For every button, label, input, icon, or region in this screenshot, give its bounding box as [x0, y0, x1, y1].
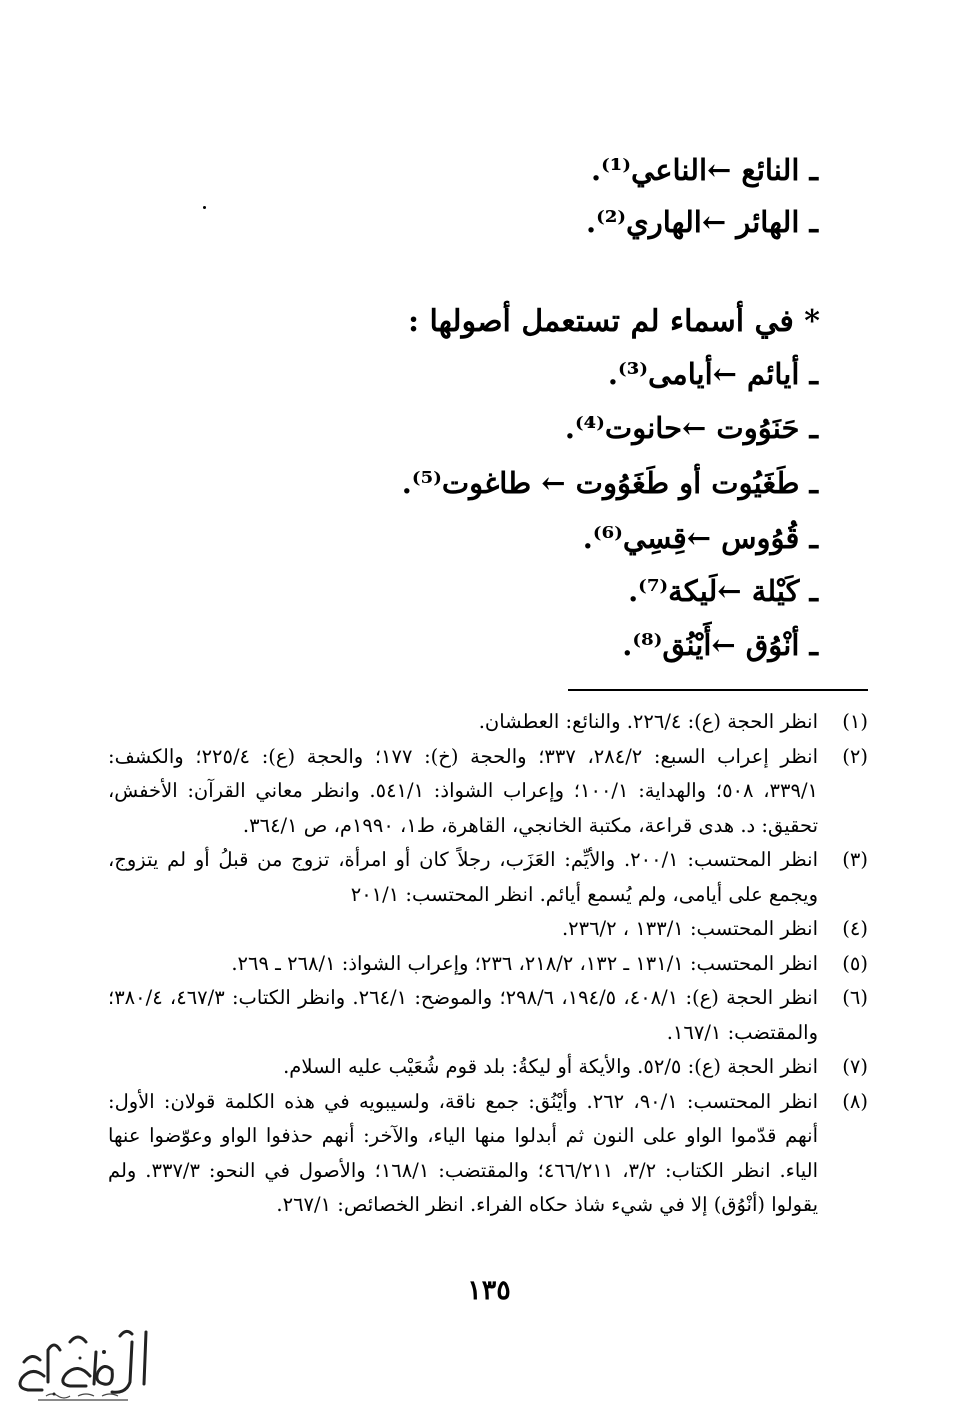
page-number: ١٣٥: [467, 1275, 511, 1306]
footnote-4: [108, 912, 868, 947]
footnote-divider: [568, 689, 868, 691]
entry-line-8: ـ أنْوُق ←أَيْنُق⁽⁸⁾.: [622, 628, 818, 662]
footnote-6: [108, 981, 868, 1050]
footnote-number: (٨): [842, 1089, 868, 1113]
footnote-number: (٧): [842, 1055, 868, 1078]
entry-line-5: ـ طَغَيُوت أو طَغَوُوت ← طاغوت⁽⁵⁾.: [401, 466, 818, 500]
section-heading: * في أسماء لم تستعمل أصولها :: [407, 304, 820, 339]
entry-line-7: ـ كَيْلة ←لَيكة⁽⁷⁾.: [628, 574, 818, 608]
footnote-2: [108, 740, 868, 844]
footnote-text: انظر الحجة (ع): ٢٢٦/٤. والنائع: العطشان.: [478, 710, 818, 733]
footnote-text: انظر المحتسب: ١٣١/١ ـ ١٣٢، ٢١٨/٢، ٢٣٦؛ وإعراب الشواذ: ٢٦٨/١ ـ ٢٦٩.: [231, 951, 818, 975]
footnote-7: [108, 1050, 868, 1085]
footnote-number: (٦): [842, 986, 868, 1009]
footnote-number: (٤): [842, 917, 868, 940]
scan-speck: [203, 206, 206, 209]
footnote-text: انظر الحجة (ع): ٤٠٨/١، ١٩٤/٥، ٢٩٨/٦؛ والموضح: ٢٦٤/١. وانظر الكتاب: ٤٦٧/٣، ٣٨٠/٤؛ والمقتضب: ١٦٧/١.: [108, 986, 818, 1044]
footnote-1: [108, 705, 868, 740]
entry-line-2: ـ الهائر ←الهاري⁽²⁾.: [585, 205, 818, 239]
footnote-3: [108, 843, 868, 912]
entry-line-4: ـ حَنَوُوت ←حانوت⁽⁴⁾.: [564, 411, 818, 445]
footnote-number: (٣): [842, 848, 868, 871]
footnote-5: [108, 947, 868, 982]
footnote-text: انظر المحتسب: ٩٠/١، ٢٦٢. وأيْنُق: جمع ناقة، ولسيبويه في هذه الكلمة قولان: الأول: أنهم قدّموا الواو على النون ثم أبدلوا منها الياء، والآخر: أنهم حذفوا الواو وعوّضوا عنها الياء. انظر الكتاب: ٣/٢، ٤٦٦/٢١١؛ والمقتضب: ١٦٨/١؛ والأصول في النحو: ٣٣٧/٣. ولم يقولوا (أنْوُق) إلا في شيء شاذ حكاه الفراء. انظر الخصائص: ٢٦٧/١.: [108, 1089, 818, 1216]
entry-line-3: ـ أيائم ←أيامى⁽³⁾.: [607, 357, 818, 391]
footnote-text: انظر المحتسب: ١٣٣/١ ، ٢٣٦/٢.: [561, 917, 818, 940]
footnote-number: (١): [842, 710, 868, 733]
footnotes: [108, 705, 868, 1223]
footnote-8: [108, 1085, 868, 1223]
footnote-text: انظر المحتسب: ٢٠٠/١. والأيِّم: العَزَب، رجلاً كان أو امرأة، تزوج من قبلُ أو لم يتزوج، ويجمع على أيامى، ولم يُسمع أيائم. انظر المحتسب: ٢٠١/١: [108, 848, 818, 906]
footnote-number: (٢): [842, 744, 868, 768]
entry-line-1: ـ النائع ←الناعي⁽¹⁾.: [590, 153, 818, 187]
calligraphy-stamp-logo: [8, 1322, 158, 1407]
footnote-text: انظر إعراب السبع: ٢٨٤/٢، ٣٣٧؛ والحجة (خ): ١٧٧؛ والحجة (ع): ٢٢٥/٤؛ والكشف: ٣٣٩/١، ٥٠٨؛ والهداية: ١٠٠/١؛ وإعراب الشواذ: ٥٤١/١. وانظر معاني القرآن: الأخفش، تحقيق: د. هدى قراعة، مكتبة الخانجي، القاهرة، ط١، ١٩٩٠م، ص ٣٦٤/١.: [108, 744, 818, 837]
footnote-number: (٥): [842, 951, 868, 975]
entry-line-6: ـ قُوُوس ←قِسِي⁽⁶⁾.: [582, 521, 818, 555]
footnote-text: انظر الحجة (ع): ٥٢/٥. والأيكة أو ليكةُ: بلد قوم شُعَيْب عليه السلام.: [283, 1055, 818, 1078]
